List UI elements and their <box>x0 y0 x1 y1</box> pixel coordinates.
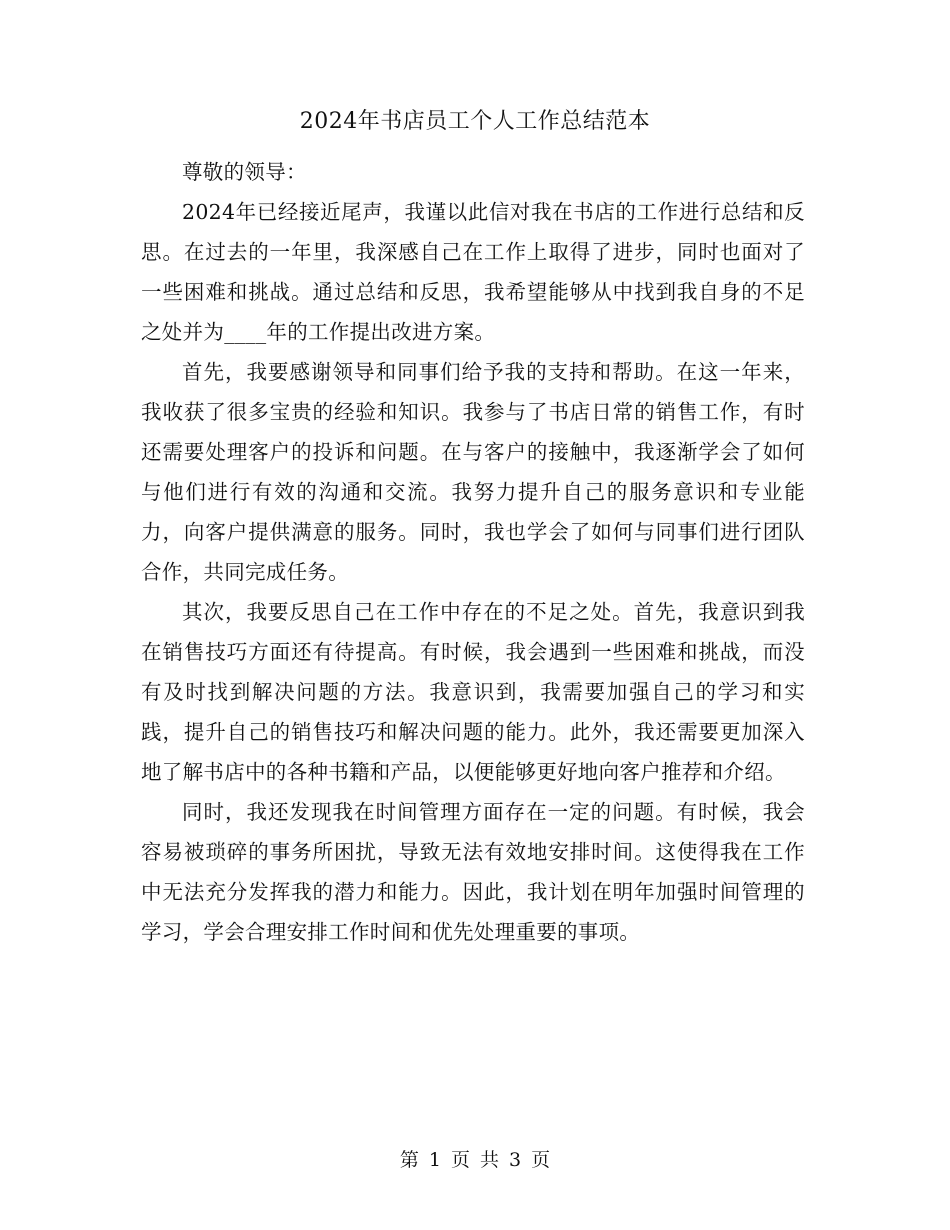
paragraph-time-management: 同时，我还发现我在时间管理方面存在一定的问题。有时候，我会容易被琐碎的事务所困扰，导致无法有效地安排时间。这使得我在工作中无法充分发挥我的潜力和能力。因此，我计划在明年加强时间管理的学习，学会合理安排工作时间和优先处理重要的事项。 <box>141 800 805 944</box>
paragraph-reflection: 其次，我要反思自己在工作中存在的不足之处。首先，我意识到我在销售技巧方面还有待提高。有时候，我会遇到一些困难和挑战，而没有及时找到解决问题的方法。我意识到，我需要加强自己的学习和实践，提升自己的销售技巧和解决问题的能力。此外，我还需要更加深入地了解书店中的各种书籍和产品，以便能够更好地向客户推荐和介绍。 <box>141 600 805 784</box>
document-body <box>141 152 805 952</box>
page-footer: 第 1 页 共 3 页 <box>399 1149 551 1171</box>
greeting-line: 尊敬的领导： <box>182 160 307 184</box>
paragraph-thanks: 首先，我要感谢领导和同事们给予我的支持和帮助。在这一年来，我收获了很多宝贵的经验和知识。我参与了书店日常的销售工作，有时还需要处理客户的投诉和问题。在与客户的接触中，我逐渐学会了如何与他们进行有效的沟通和交流。我努力提升自己的服务意识和专业能力，向客户提供满意的服务。同时，我也学会了如何与同事们进行团队合作，共同完成任务。 <box>141 360 805 584</box>
paragraph-intro: 2024年已经接近尾声，我谨以此信对我在书店的工作进行总结和反思。在过去的一年里，我深感自己在工作上取得了进步，同时也面对了一些困难和挑战。通过总结和反思，我希望能够从中找到我自身的不足之处并为____年的工作提出改进方案。 <box>141 200 805 344</box>
document-title: 2024年书店员工个人工作总结范本 <box>299 109 651 134</box>
